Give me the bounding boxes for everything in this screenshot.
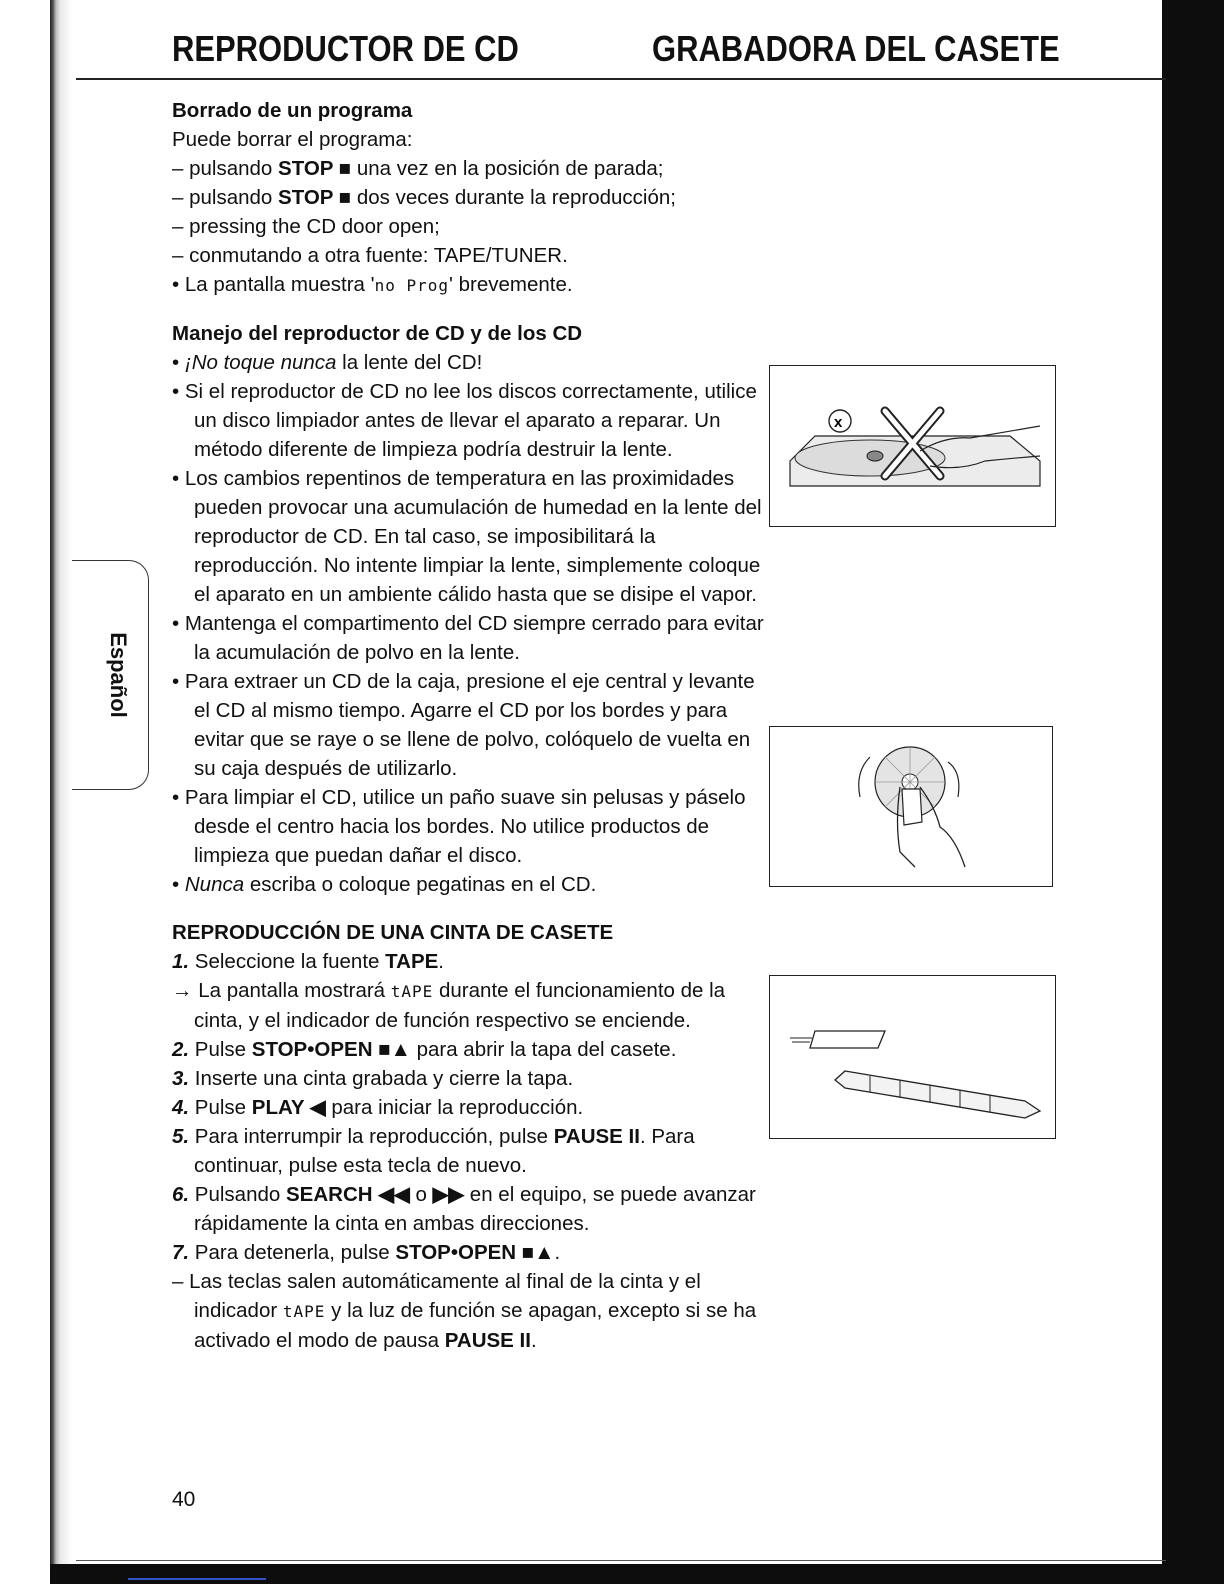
display-readout: tAPE xyxy=(282,1302,326,1321)
svg-text:x: x xyxy=(834,414,843,431)
step-item: 1. Seleccione la fuente TAPE. xyxy=(172,950,444,973)
section-intro: Puede borrar el programa: xyxy=(172,128,413,151)
figure-dont-touch-lens xyxy=(769,365,1056,527)
scan-margin-bottom xyxy=(50,1564,1224,1584)
hand-cd-illustration xyxy=(770,727,1052,886)
step-item: – Las teclas salen automáticamente al final de la cinta y el indicador tAPE y la luz de función se apagan, excepto si se ha activado el modo de pausa PAUSE II. xyxy=(172,1270,757,1352)
section-heading-program-delete: Borrado de un programa xyxy=(172,99,413,122)
header-rule xyxy=(76,78,1166,80)
display-readout: no Prog xyxy=(374,276,449,295)
scan-artifact-line xyxy=(128,1578,266,1580)
section-heading-cd-handling: Manejo del reproductor de CD y de los CD xyxy=(172,322,583,345)
bullet-item: • Si el reproductor de CD no lee los discos correctamente, utilice un disco limpiador antes de llevar el aparato a reparar. Un método diferente de limpieza podría destruir la lente. xyxy=(172,380,757,461)
scan-margin-left xyxy=(0,0,50,1584)
step-item: 4. Pulse PLAY ◀ para iniciar la reproducción. xyxy=(172,1096,584,1119)
step-item: 3. Inserte una cinta grabada y cierre la tapa. xyxy=(172,1067,574,1090)
step-item: 5. Para interrumpir la reproducción, pulse PAUSE II. Para continuar, pulse esta tecla de nuevo. xyxy=(172,1125,695,1177)
list-item: – pulsando STOP ■ dos veces durante la reproducción; xyxy=(172,186,676,209)
list-item: – pulsando STOP ■ una vez en la posición de parada; xyxy=(172,157,664,180)
header-title-right: GRABADORA DEL CASETE xyxy=(652,28,1060,69)
step-item: 6. Pulsando SEARCH ◀◀ o ▶▶ en el equipo, se puede avanzar rápidamente la cinta en ambas direcciones. xyxy=(172,1183,756,1235)
page-number: 40 xyxy=(172,1488,196,1511)
bullet-item: • Para limpiar el CD, utilice un paño suave sin pelusas y páselo desde el centro hacia los bordes. No utilice productos de limpieza que puedan dañar el disco. xyxy=(172,786,746,867)
bullet-item: • Nunca escriba o coloque pegatinas en el CD. xyxy=(172,873,597,896)
step-item: → La pantalla mostrará tAPE durante el funcionamiento de la cinta, y el indicador de función respectivo se enciende. xyxy=(172,979,726,1032)
display-readout: tAPE xyxy=(390,982,434,1001)
bullet-item: • Mantenga el compartimento del CD siempre cerrado para evitar la acumulación de polvo en la lente. xyxy=(172,612,764,664)
step-item: 2. Pulse STOP•OPEN ■▲ para abrir la tapa del casete. xyxy=(172,1038,677,1061)
bullet-item: • Los cambios repentinos de temperatura en las proximidades pueden provocar una acumulación de humedad en la lente del reproductor de CD. En tal caso, se imposibilitará la reproducción. No intente limpiar la lente, simplemente coloque el aparato en un ambiente cálido hasta que se disipe el vapor. xyxy=(172,467,762,606)
figure-cassette-deck xyxy=(769,975,1056,1139)
main-text xyxy=(172,96,772,1355)
scan-margin-right xyxy=(1162,0,1224,1584)
figure-cd-handling xyxy=(769,726,1053,887)
list-item: – conmutando a otra fuente: TAPE/TUNER. xyxy=(172,244,568,267)
scan-binding-edge xyxy=(50,0,72,1584)
header-title-left: REPRODUCTOR DE CD xyxy=(172,28,519,69)
lens-illustration xyxy=(770,366,1055,526)
language-tab-label: Español xyxy=(106,632,131,718)
display-note: • La pantalla muestra 'no Prog' brevemente. xyxy=(172,273,573,296)
list-item: – pressing the CD door open; xyxy=(172,215,440,238)
bullet-item: • Para extraer un CD de la caja, presione el eje central y levante el CD al mismo tiempo. Agarre el CD por los bordes y para evitar que se raye o se llene de polvo, colóquelo de vuelta en su caja después de utilizarlo. xyxy=(172,670,755,780)
cassette-illustration xyxy=(770,976,1055,1138)
section-heading-cassette: REPRODUCCIÓN DE UNA CINTA DE CASETE xyxy=(172,921,614,944)
footer-rule xyxy=(76,1560,1166,1561)
bullet-item: • ¡No toque nunca la lente del CD! xyxy=(172,351,483,374)
step-item: 7. Para detenerla, pulse STOP•OPEN ■▲. xyxy=(172,1241,561,1264)
